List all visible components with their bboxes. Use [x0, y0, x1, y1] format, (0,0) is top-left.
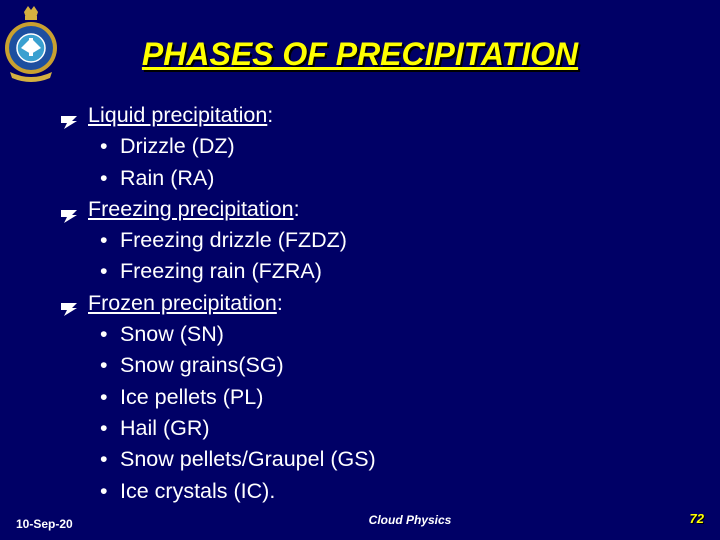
category-heading	[60, 194, 680, 225]
bullet-icon: •	[100, 415, 108, 440]
category-colon: :	[276, 290, 283, 315]
bullet-icon: •	[100, 384, 108, 409]
list-item	[60, 131, 680, 162]
category-colon: :	[267, 103, 274, 127]
list-item-text: Rain (RA)	[120, 165, 215, 190]
list-item	[60, 319, 680, 350]
bullet-icon: •	[100, 134, 108, 159]
footer-date: 10-Sep-20	[16, 517, 73, 531]
bullet-icon: •	[100, 165, 108, 190]
precipitation-list	[60, 100, 680, 507]
weather-flag-icon	[60, 295, 78, 311]
weather-flag-icon	[60, 202, 78, 218]
bullet-icon: •	[100, 478, 108, 503]
bullet-icon: •	[100, 353, 108, 378]
list-item-text: Freezing rain (FZRA)	[120, 259, 322, 284]
list-item	[60, 256, 680, 287]
slide-title: PHASES OF PRECIPITATION	[141, 36, 579, 72]
list-item	[60, 413, 680, 444]
bullet-icon: •	[100, 322, 108, 347]
weather-flag-icon	[60, 108, 78, 124]
list-item-text: Snow (SN)	[120, 322, 224, 347]
list-item	[60, 382, 680, 413]
category-colon: :	[293, 196, 300, 221]
category-heading	[60, 288, 680, 319]
list-item	[60, 225, 680, 256]
category-title: Liquid precipitation	[88, 103, 268, 127]
list-item	[60, 163, 680, 194]
list-item-text: Hail (GR)	[120, 415, 210, 440]
list-item	[60, 350, 680, 381]
list-item-text: Snow pellets/Graupel (GS)	[120, 447, 376, 472]
list-item-text: Snow grains(SG)	[120, 353, 284, 378]
page-number: 72	[689, 511, 704, 526]
bullet-icon: •	[100, 259, 108, 284]
list-item-text: Ice crystals (IC).	[120, 478, 276, 503]
category-title: Frozen precipitation	[88, 290, 277, 315]
list-item	[60, 444, 680, 475]
list-item-text: Ice pellets (PL)	[120, 384, 264, 409]
bullet-icon: •	[100, 447, 108, 472]
bullet-icon: •	[100, 228, 108, 253]
category-title: Freezing precipitation	[88, 196, 294, 221]
list-item	[60, 476, 680, 507]
list-item-text: Drizzle (DZ)	[120, 134, 235, 159]
footer-title: Cloud Physics	[368, 513, 452, 527]
list-item-text: Freezing drizzle (FZDZ)	[120, 228, 347, 253]
category-heading	[60, 100, 680, 131]
